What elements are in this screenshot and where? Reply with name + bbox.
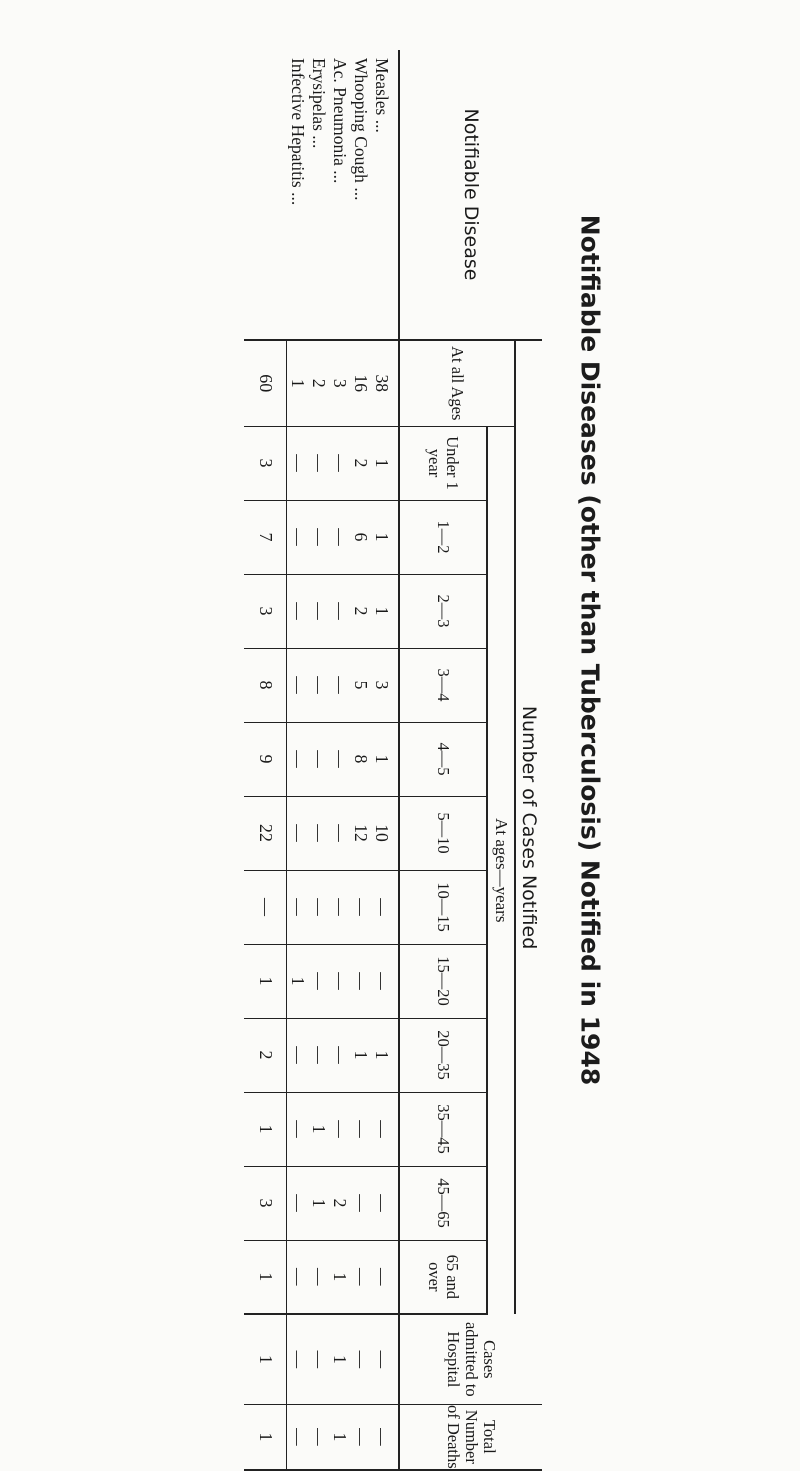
table-cell: 1	[288, 976, 308, 986]
total-cell: 22	[245, 796, 287, 870]
table-cell: —	[288, 1268, 308, 1286]
col-header-deaths: Total Number of Deaths	[399, 1404, 542, 1470]
table-cell: 1	[372, 1050, 392, 1060]
stub-header: Notifiable Disease	[399, 50, 542, 340]
table-cell: —	[309, 676, 329, 694]
table-cell: 2	[351, 458, 371, 468]
col-header-5-10: 5—10	[399, 796, 487, 870]
data-table	[245, 50, 543, 1471]
table-cell: —	[372, 1428, 392, 1446]
table-cell: —	[288, 454, 308, 472]
table-cell: —	[330, 1120, 350, 1138]
table-cell: 1	[372, 458, 392, 468]
group-header: Number of Cases Notified	[515, 340, 542, 1314]
column-all-ages	[287, 340, 400, 426]
table-cell: —	[351, 972, 371, 990]
column-4-5	[287, 722, 400, 796]
table-cell: 2	[330, 1198, 350, 1208]
column-2-3	[287, 574, 400, 648]
disease-name: Ac. Pneumonia ...	[330, 58, 350, 184]
table-cell: —	[288, 1194, 308, 1212]
notifiable-diseases-table	[255, 50, 542, 1469]
table-cell: 12	[351, 824, 371, 842]
table-cell: —	[351, 898, 371, 916]
table-cell: —	[288, 1428, 308, 1446]
total-cell: 2	[245, 1018, 287, 1092]
column-5-10	[287, 796, 400, 870]
disease-name: Erysipelas ...	[309, 58, 329, 149]
table-cell: —	[330, 602, 350, 620]
total-cell: 3	[245, 426, 287, 500]
total-cell: 1	[245, 1314, 287, 1404]
table-cell: 10	[372, 824, 392, 842]
table-cell: 1	[288, 378, 308, 388]
table-cell: —	[309, 1268, 329, 1286]
table-cell: —	[330, 972, 350, 990]
table-cell: 6	[351, 532, 371, 542]
totals-row	[245, 50, 287, 1470]
age-group-label: At ages—years	[487, 426, 515, 1314]
table-cell: 38	[372, 374, 392, 392]
total-cell: 1	[245, 1240, 287, 1314]
col-header-65-over: 65 and over	[399, 1240, 487, 1314]
col-header-45-65: 45—65	[399, 1166, 487, 1240]
table-cell: —	[288, 676, 308, 694]
table-cell: —	[330, 1046, 350, 1064]
disease-name: Measles ...	[372, 58, 392, 133]
table-cell: 1	[372, 754, 392, 764]
total-cell: 7	[245, 500, 287, 574]
disease-name: Whooping Cough ...	[351, 58, 371, 201]
table-cell: —	[372, 972, 392, 990]
table-cell: —	[330, 750, 350, 768]
disease-list	[287, 50, 400, 340]
table-cell: 1	[372, 532, 392, 542]
table-cell: 1	[351, 1050, 371, 1060]
table-cell: —	[288, 528, 308, 546]
column-35-45	[287, 1092, 400, 1166]
table-cell: —	[288, 750, 308, 768]
col-header-15-20: 15—20	[399, 944, 487, 1018]
col-header-under-1: Under 1 year	[399, 426, 487, 500]
table-cell: —	[330, 898, 350, 916]
table-cell: —	[309, 1350, 329, 1369]
table-cell: —	[288, 824, 308, 842]
table-cell: —	[351, 1120, 371, 1138]
table-cell: —	[372, 1350, 392, 1369]
disease-name: Infective Hepatitis ...	[288, 58, 308, 206]
table-cell: —	[309, 1046, 329, 1064]
table-cell: 3	[372, 680, 392, 690]
total-cell: 60	[245, 340, 287, 426]
totals-stub	[245, 50, 287, 340]
total-cell: 3	[245, 1166, 287, 1240]
col-header-1-2: 1—2	[399, 500, 487, 574]
table-cell: —	[309, 898, 329, 916]
table-cell: —	[309, 454, 329, 472]
total-cell: 1	[245, 1092, 287, 1166]
table-cell: —	[309, 824, 329, 842]
table-cell: —	[351, 1350, 371, 1369]
column-20-35	[287, 1018, 400, 1092]
total-cell: 8	[245, 648, 287, 722]
table-cell: —	[330, 824, 350, 842]
total-cell: 9	[245, 722, 287, 796]
table-cell: —	[288, 1120, 308, 1138]
table-cell: —	[309, 528, 329, 546]
column-10-15	[287, 870, 400, 944]
col-header-2-3: 2—3	[399, 574, 487, 648]
table-cell: 5	[351, 680, 371, 690]
table-cell: —	[288, 1350, 308, 1369]
column-65-over	[287, 1240, 400, 1314]
column-3-4	[287, 648, 400, 722]
column-under-1	[287, 426, 400, 500]
table-cell: 1	[372, 606, 392, 616]
table-cell: —	[351, 1268, 371, 1286]
table-cell: —	[351, 1428, 371, 1446]
table-cell: —	[309, 1428, 329, 1446]
table-cell: —	[372, 1194, 392, 1212]
table-cell: 1	[330, 1354, 350, 1364]
total-cell: 1	[245, 1404, 287, 1470]
table-cell: 3	[330, 378, 350, 388]
total-cell: 3	[245, 574, 287, 648]
col-header-10-15: 10—15	[399, 870, 487, 944]
table-cell: —	[309, 972, 329, 990]
col-header-4-5: 4—5	[399, 722, 487, 796]
column-15-20	[287, 944, 400, 1018]
table-cell: 8	[351, 754, 371, 764]
table-cell: —	[372, 1268, 392, 1286]
table-cell: —	[288, 602, 308, 620]
table-cell: 1	[330, 1272, 350, 1282]
page-title: Notifiable Diseases (other than Tuberculosis) Notified in 1948	[575, 214, 605, 1086]
table-cell: —	[330, 454, 350, 472]
column-hospital	[287, 1314, 400, 1404]
table-cell: 2	[351, 606, 371, 616]
table-cell: —	[372, 898, 392, 916]
column-1-2	[287, 500, 400, 574]
table-cell: —	[309, 602, 329, 620]
table-cell: 1	[330, 1432, 350, 1442]
table-cell: 16	[351, 374, 371, 392]
column-45-65	[287, 1166, 400, 1240]
table-cell: —	[309, 750, 329, 768]
table-cell: —	[330, 528, 350, 546]
col-header-all-ages: At all Ages	[399, 340, 515, 426]
total-cell: 1	[245, 944, 287, 1018]
table-cell: —	[351, 1194, 371, 1212]
col-header-35-45: 35—45	[399, 1092, 487, 1166]
table-cell: 1	[309, 1198, 329, 1208]
table-cell: —	[288, 1046, 308, 1064]
col-header-hospital: Cases admitted to Hospital	[399, 1314, 542, 1404]
table-cell: —	[330, 676, 350, 694]
col-header-3-4: 3—4	[399, 648, 487, 722]
total-cell: —	[245, 870, 287, 944]
table-cell: —	[288, 898, 308, 916]
table-cell: —	[372, 1120, 392, 1138]
table-cell: 1	[309, 1124, 329, 1134]
table-cell: 2	[309, 378, 329, 388]
column-deaths	[287, 1404, 400, 1470]
col-header-20-35: 20—35	[399, 1018, 487, 1092]
